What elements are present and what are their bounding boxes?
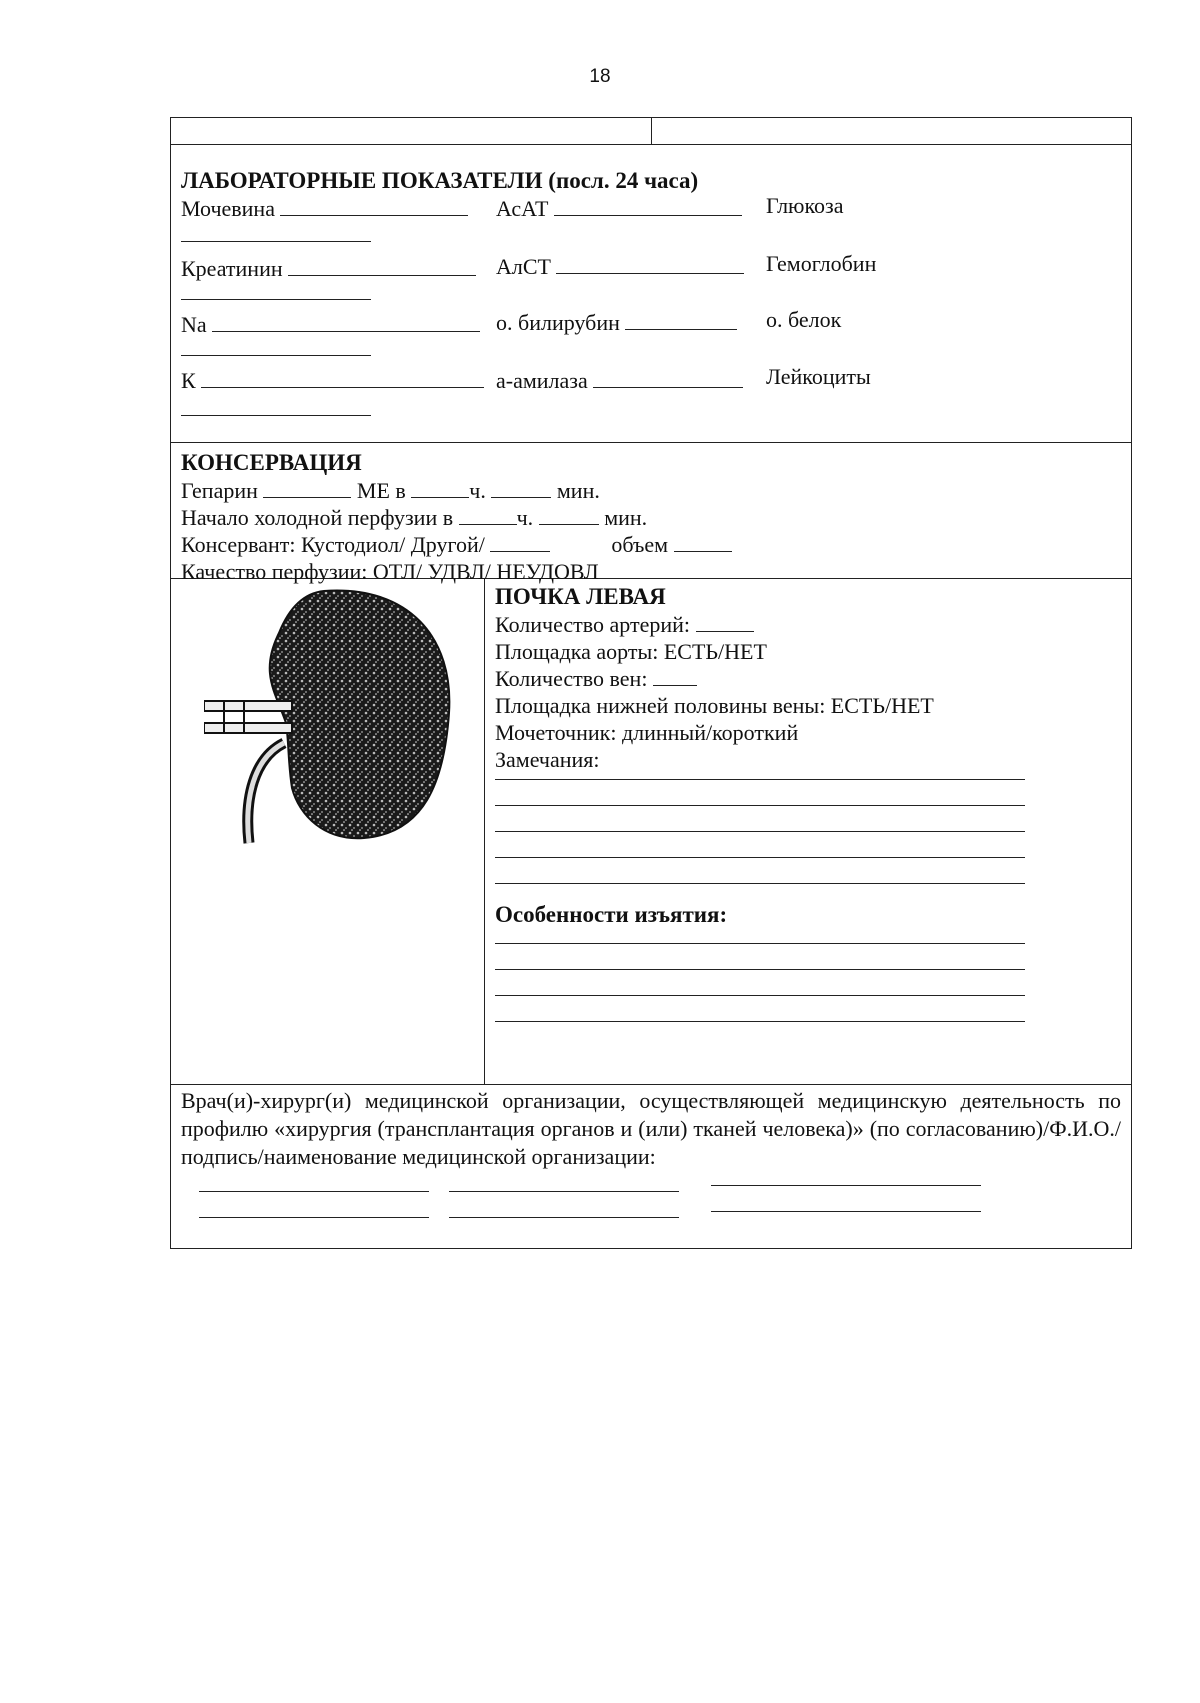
lab-leukocytes-label: Лейкоциты xyxy=(766,364,871,389)
remarks-lines[interactable] xyxy=(495,779,1131,884)
cold-perfusion-line xyxy=(181,504,1131,531)
lab-urea-field[interactable] xyxy=(280,197,468,216)
kidney-image-cell xyxy=(171,579,485,1084)
signature-text: Врач(и)-хирург(и) медицинской организации, осуществляющей медицинскую деятельность по профилю «хирургия (трансплантация органов и (или) тканей человека)» (по согласованию)/Ф.И.О./подпись/наименование медицинской организации: xyxy=(181,1088,1121,1169)
heparin-min-label: мин. xyxy=(556,478,600,503)
cold-perfusion-label: Начало холодной перфузии в xyxy=(181,505,454,530)
lab-glucose-label: Глюкоза xyxy=(766,193,844,218)
heparin-unit-label: МЕ в xyxy=(356,478,406,503)
lab-hemoglobin-field[interactable] xyxy=(181,299,371,300)
cold-perfusion-min-label: мин. xyxy=(604,505,648,530)
veins-field[interactable] xyxy=(653,667,697,686)
lab-urea xyxy=(181,195,468,222)
ivc-patch: Площадка нижней половины вены: ЕСТЬ/НЕТ xyxy=(495,693,934,718)
lab-protein-label: о. белок xyxy=(766,307,842,332)
heparin-hour-label: ч. xyxy=(469,478,486,503)
kidney-illustration xyxy=(204,583,484,883)
signature-fields[interactable] xyxy=(181,1171,1121,1251)
ureter-line: Мочеточник: длинный/короткий xyxy=(495,720,799,745)
kidney-title: ПОЧКА ЛЕВАЯ xyxy=(495,584,666,609)
lab-amylase-label: а-амилаза xyxy=(496,368,588,393)
lab-na-label: Na xyxy=(181,312,207,337)
conservation-title: КОНСЕРВАЦИЯ xyxy=(181,450,362,475)
cold-perfusion-hour-field[interactable] xyxy=(459,506,517,525)
lab-grid xyxy=(181,195,1131,453)
heparin-label: Гепарин xyxy=(181,478,258,503)
lab-alt-label: АлСТ xyxy=(496,254,551,279)
top-empty-row xyxy=(170,117,1132,145)
organ-form xyxy=(170,117,1132,1249)
lab-ast-field[interactable] xyxy=(554,197,742,216)
lab-hemoglobin-label: Гемоглобин xyxy=(766,251,877,276)
lab-k-field[interactable] xyxy=(201,369,484,388)
lab-creatinine xyxy=(181,255,476,282)
remarks-label: Замечания: xyxy=(495,747,600,772)
lab-amylase-field[interactable] xyxy=(593,369,743,388)
lab-section xyxy=(170,145,1132,443)
veins-line xyxy=(495,665,1131,692)
volume-label: объем xyxy=(611,532,669,557)
lab-alt xyxy=(496,253,744,280)
kidney-section xyxy=(170,579,1132,1085)
veins-label: Количество вен: xyxy=(495,666,648,691)
heparin-dose-field[interactable] xyxy=(263,479,351,498)
lab-glucose xyxy=(766,192,844,219)
cold-perfusion-hour-label: ч. xyxy=(516,505,534,530)
lab-urea-label: Мочевина xyxy=(181,196,275,221)
lab-title: ЛАБОРАТОРНЫЕ ПОКАЗАТЕЛИ (посл. 24 часа) xyxy=(181,168,699,193)
heparin-min-field[interactable] xyxy=(491,479,551,498)
lab-protein xyxy=(766,306,841,333)
lab-ast-label: АсАТ xyxy=(496,196,549,221)
lab-hemoglobin xyxy=(766,250,876,277)
lab-na xyxy=(181,311,480,338)
extraction-lines[interactable] xyxy=(495,943,1131,1022)
extraction-label: Особенности изъятия: xyxy=(495,902,728,927)
lab-leukocytes-field[interactable] xyxy=(181,415,371,416)
heparin-hour-field[interactable] xyxy=(411,479,469,498)
lab-bilirubin xyxy=(496,309,737,336)
kidney-details xyxy=(485,579,1131,1084)
aorta-patch: Площадка аорты: ЕСТЬ/НЕТ xyxy=(495,639,767,664)
arteries-field[interactable] xyxy=(696,613,754,632)
signature-section xyxy=(170,1085,1132,1249)
lab-bilirubin-label: о. билирубин xyxy=(496,310,620,335)
lab-bilirubin-field[interactable] xyxy=(625,311,737,330)
page-number: 18 xyxy=(589,66,611,87)
lab-creatinine-field[interactable] xyxy=(288,257,476,276)
lab-creatinine-label: Креатинин xyxy=(181,256,283,281)
volume-field[interactable] xyxy=(674,533,732,552)
heparin-line xyxy=(181,477,1131,504)
lab-k xyxy=(181,367,484,394)
arteries-label: Количество артерий: xyxy=(495,612,691,637)
lab-na-field[interactable] xyxy=(212,313,480,332)
perfusion-quality: Качество перфузии: ОТЛ/ УДВЛ/ НЕУДОВЛ xyxy=(181,559,599,584)
top-row-divider xyxy=(651,118,652,144)
arteries-line xyxy=(495,611,1131,638)
preservative-label: Консервант: Кустодиол/ Другой/ xyxy=(181,532,485,557)
preservative-line xyxy=(181,531,1131,558)
lab-leukocytes xyxy=(766,363,871,390)
lab-protein-field[interactable] xyxy=(181,355,371,356)
lab-alt-field[interactable] xyxy=(556,255,744,274)
cold-perfusion-min-field[interactable] xyxy=(539,506,599,525)
lab-glucose-field[interactable] xyxy=(181,241,371,242)
lab-amylase xyxy=(496,367,743,394)
conservation-section xyxy=(170,443,1132,584)
lab-ast xyxy=(496,195,742,222)
preservative-other-field[interactable] xyxy=(490,533,550,552)
lab-k-label: К xyxy=(181,368,196,393)
